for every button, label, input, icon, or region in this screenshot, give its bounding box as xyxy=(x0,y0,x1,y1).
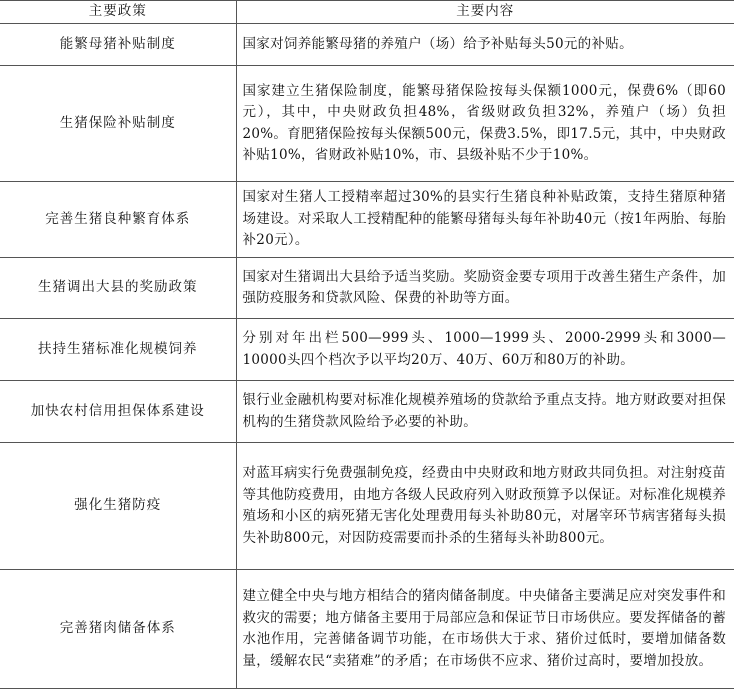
table-row xyxy=(0,66,734,182)
policy-name: 加快农村信用担保体系建设 xyxy=(0,381,236,443)
policy-content xyxy=(236,570,734,689)
policy-name: 强化生猪防疫 xyxy=(0,443,236,570)
policy-content xyxy=(236,182,734,258)
policy-content xyxy=(236,443,734,570)
policy-content xyxy=(236,24,734,66)
table-row xyxy=(0,24,734,66)
policy-content-text: 银行业金融机构要对标准化规模养殖场的贷款给予重点支持。地方财政要对担保机构的生猪贷款风险给予必要的补助。 xyxy=(242,392,726,430)
policy-content xyxy=(236,258,734,319)
header-row xyxy=(0,1,734,24)
table-row xyxy=(0,381,734,443)
table-row xyxy=(0,319,734,381)
policy-content xyxy=(236,66,734,182)
policy-name: 生猪调出大县的奖励政策 xyxy=(0,258,236,319)
policy-content-text: 建立健全中央与地方相结合的猪肉储备制度。中央储备主要满足应对突发事件和救灾的需要；地方储备主要用于局部应急和保证节日市场供应。要发挥储备的蓄水池作用，完善储备调节功能，在市场供大于求、猪价过低时，要增加储备数量，缓解农民“卖猪难”的矛盾；在市场供不应求、猪价过高时，要增加投放。 xyxy=(242,588,726,669)
policy-content xyxy=(236,319,734,381)
policy-content-text: 国家建立生猪保险制度，能繁母猪保险按每头保额1000元，保费6%（即60元），其中，中央财政负担48%，省级财政负担32%，养殖户（场）负担20%。育肥猪保险按每头保额500元，保费3.5%，即17.5元，其中，中央财政补贴10%，省财政补贴10%，市、县级补贴不少于10%。 xyxy=(242,82,726,163)
policy-content-text: 对蓝耳病实行免费强制免疫，经费由中央财政和地方财政共同负担。对注射疫苗等其他防疫费用，由地方各级人民政府列入财政预算予以保证。对标准化规模养殖场和小区的病死猪无害化处理费用每头补助80元，对屠宰环节病害猪每头损失补助800元，对因防疫需要而扑杀的生猪每头补助800元。 xyxy=(242,465,726,546)
table-row xyxy=(0,443,734,570)
policy-name: 能繁母猪补贴制度 xyxy=(0,24,236,66)
table-row xyxy=(0,570,734,689)
policy-name: 完善猪肉储备体系 xyxy=(0,570,236,689)
policy-content xyxy=(236,381,734,443)
policy-content-text: 分别对年出栏500—999头、1000—1999头、2000-2999头和3000—10000头四个档次予以平均20万、40万、60万和80万的补助。 xyxy=(242,330,726,368)
policy-name: 完善生猪良种繁育体系 xyxy=(0,182,236,258)
policy-content-text: 国家对生猪人工授精率超过30%的县实行生猪良种补贴政策，支持生猪原种猪场建设。对采取人工授精配种的能繁母猪每头每年补助40元（按1年两胎、每胎补20元）。 xyxy=(242,189,726,249)
policy-name: 扶持生猪标准化规模饲养 xyxy=(0,319,236,381)
header-policy: 主要政策 xyxy=(0,1,236,24)
table-row xyxy=(0,182,734,258)
policy-content-text: 国家对生猪调出大县给予适当奖励。奖励资金要专项用于改善生猪生产条件，加强防疫服务和贷款风险、保费的补助等方面。 xyxy=(242,268,726,306)
table-row xyxy=(0,258,734,319)
policy-name: 生猪保险补贴制度 xyxy=(0,66,236,182)
policy-content-text: 国家对饲养能繁母猪的养殖户（场）给予补贴每头50元的补贴。 xyxy=(242,35,633,52)
header-content: 主要内容 xyxy=(236,1,734,24)
